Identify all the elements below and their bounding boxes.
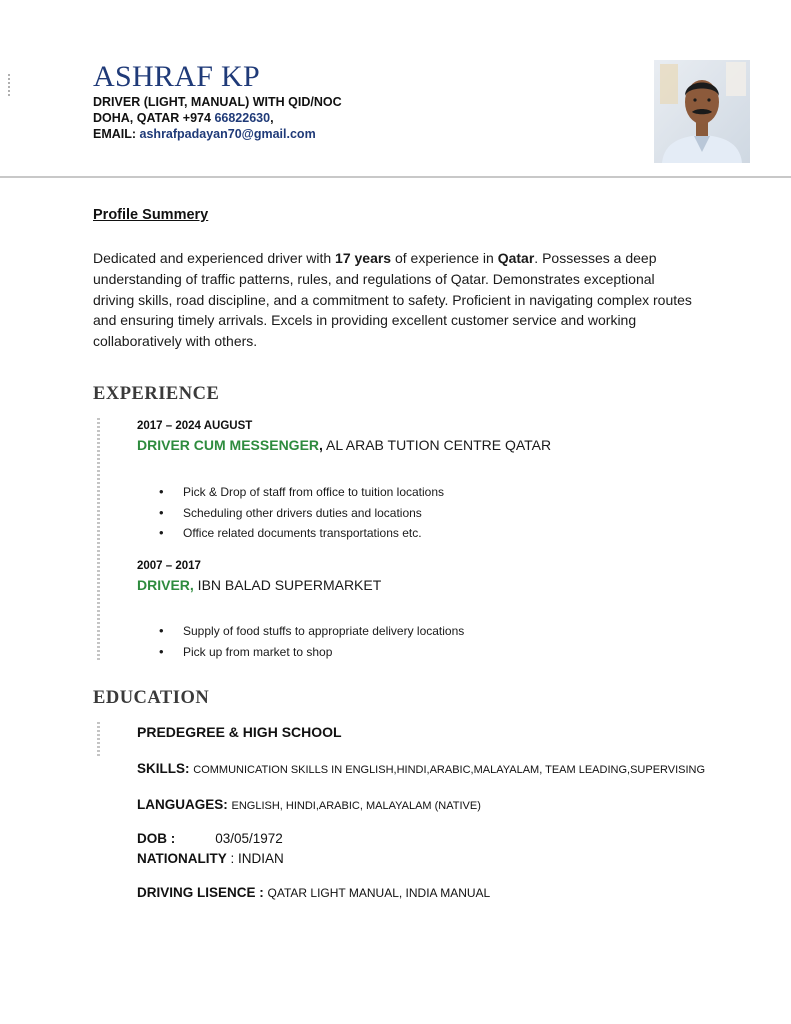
profile-heading: Profile Summery (93, 207, 209, 223)
dob-line (137, 831, 283, 846)
profile-text-part: of experience in (391, 250, 498, 266)
location-text: DOHA, QATAR +974 (93, 111, 215, 125)
degree: PREDEGREE & HIGH SCHOOL (137, 724, 342, 740)
contact-email-line (93, 127, 316, 141)
nationality-label: NATIONALITY (137, 851, 227, 866)
education-title: EDUCATION (93, 688, 210, 708)
languages-label: LANGUAGES: (137, 797, 232, 812)
list-item: • Pick up from market to shop (137, 642, 464, 663)
profile-photo-drawing (654, 60, 750, 163)
licence-line (137, 885, 490, 900)
education-dotted-rule (97, 722, 100, 756)
nationality-value: : INDIAN (226, 851, 284, 866)
languages-line (137, 797, 481, 812)
experience-dotted-rule (97, 418, 100, 662)
job-dates: 2007 – 2017 (137, 560, 201, 572)
list-item: • Office related documents transportations etc. (137, 523, 444, 544)
profile-summary-text (93, 248, 693, 352)
licence-label: DRIVING LISENCE : (137, 885, 268, 900)
languages-value: ENGLISH, HINDI,ARABIC, MALAYALAM (NATIVE) (231, 800, 481, 812)
licence-value: QATAR LIGHT MANUAL, INDIA MANUAL (267, 886, 491, 900)
contact-phone-line (93, 111, 274, 125)
profile-years: 17 years (335, 250, 392, 266)
skills-line (137, 761, 705, 776)
experience-title: EXPERIENCE (93, 384, 220, 404)
candidate-name: ASHRAF KP (93, 60, 260, 93)
margin-dots-decoration (8, 74, 10, 96)
job-duties-list (137, 482, 444, 544)
list-item: • Pick & Drop of staff from office to tuition locations (137, 482, 444, 503)
list-item: • Scheduling other drivers duties and locations (137, 503, 444, 524)
job-duties-list (137, 621, 464, 662)
job-company: AL ARAB TUTION CENTRE QATAR (322, 437, 552, 453)
job-title: DRIVER, (137, 577, 194, 593)
list-item: • Supply of food stuffs to appropriate delivery locations (137, 621, 464, 642)
profile-country: Qatar (497, 250, 535, 266)
candidate-role: DRIVER (LIGHT, MANUAL) WITH QID/NOC (93, 95, 342, 109)
phone-suffix: , (270, 111, 274, 125)
email-link[interactable]: ashrafpadayan70@gmail.com (139, 127, 316, 141)
job-heading (137, 437, 551, 453)
job-dates: 2017 – 2024 AUGUST (137, 420, 253, 432)
job-sep: , (319, 437, 323, 453)
dob-label: DOB : (137, 831, 176, 846)
job-title: DRIVER CUM MESSENGER (137, 437, 320, 453)
email-label: EMAIL: (93, 127, 140, 141)
profile-text-part: Dedicated and experienced driver with (93, 250, 336, 266)
profile-text-part: . Possesses a deep understanding of traffic patterns, rules, and regulations of Qatar. Demonstrates exceptional driving skills, road discipline, and a commitment to safety. Proficient in navigating complex routes and ensuring timely arrivals. Excels in providing excellent customer service and working collaboratively with others. (93, 250, 692, 350)
profile-photo (654, 60, 750, 163)
phone-number[interactable]: 66822630 (214, 111, 271, 125)
nationality-line (137, 851, 284, 866)
job-heading (137, 577, 381, 593)
skills-value: COMMUNICATION SKILLS IN ENGLISH,HINDI,ARABIC,MALAYALAM, TEAM LEADING,SUPERVISING (193, 764, 706, 776)
dob-value: 03/05/1972 (215, 831, 283, 846)
header-divider (0, 176, 791, 178)
job-company: IBN BALAD SUPERMARKET (193, 577, 382, 593)
skills-label: SKILLS: (137, 761, 194, 776)
